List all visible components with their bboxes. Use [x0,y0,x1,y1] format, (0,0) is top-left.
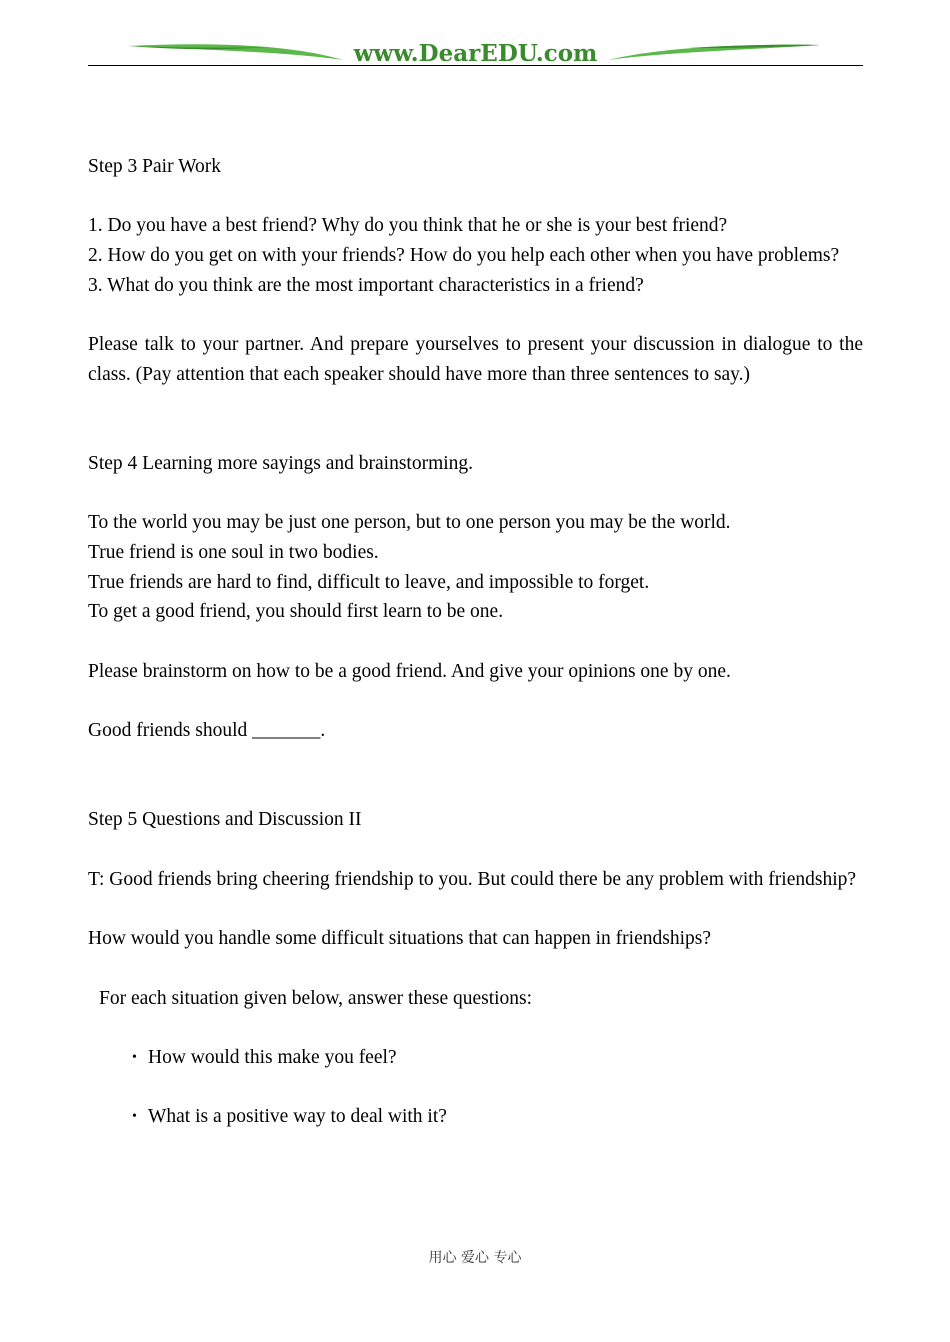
bullet-dot-icon: • [132,1049,137,1065]
step3-title: Step 3 Pair Work [88,156,221,177]
step5-bullet-1 [88,1043,863,1073]
site-logo-text: www.DearEDU.com [353,40,598,67]
step4-saying-2: True friend is one soul in two bodies. [88,542,379,564]
step5-lead: For each situation given below, answer these questions: [99,987,533,1009]
step4-prompt: Good friends should _______. [88,720,326,742]
bullet-dot-icon: • [132,1109,137,1125]
step3-question-2: 2. How do you get on with your friends? How do you help each other when you have problems? [88,245,840,267]
page-footer: 用心 爱心 专心 [428,1250,522,1266]
bullet-text: What is a positive way to deal with it? [148,1106,447,1128]
step4-saying-1: To the world you may be just one person, but to one person you may be the world. [88,512,731,534]
step4-saying-3: True friends are hard to find, difficult to leave, and impossible to forget. [88,571,650,593]
step3-question-3: 3. What do you think are the most important characteristics in a friend? [88,274,644,296]
step4-saying-4: To get a good friend, you should first learn to be one. [88,601,504,623]
step4-instruction: Please brainstorm on how to be a good friend. And give your opinions one by one. [88,660,731,682]
step5-question: How would you handle some difficult situations that can happen in friendships? [88,928,711,950]
bullet-text: How would this make you feel? [148,1046,397,1068]
step4-title: Step 4 Learning more sayings and brainstorming. [88,452,474,474]
step3-question-1: 1. Do you have a best friend? Why do you think that he or she is your best friend? [88,215,728,237]
step5-title: Step 5 Questions and Discussion II [88,809,362,831]
step5-teacher-line: T: Good friends bring cheering friendship to you. But could there be any problem with friendship? [88,868,857,890]
step3-instruction: Please talk to your partner. And prepare yourselves to present your discussion in dialogue to the class. (Pay attention that each speaker should have more than three sentences to say.) [88,334,863,385]
document-body [88,152,863,1132]
header-rule [88,65,863,66]
step5-bullet-2 [88,1102,863,1132]
